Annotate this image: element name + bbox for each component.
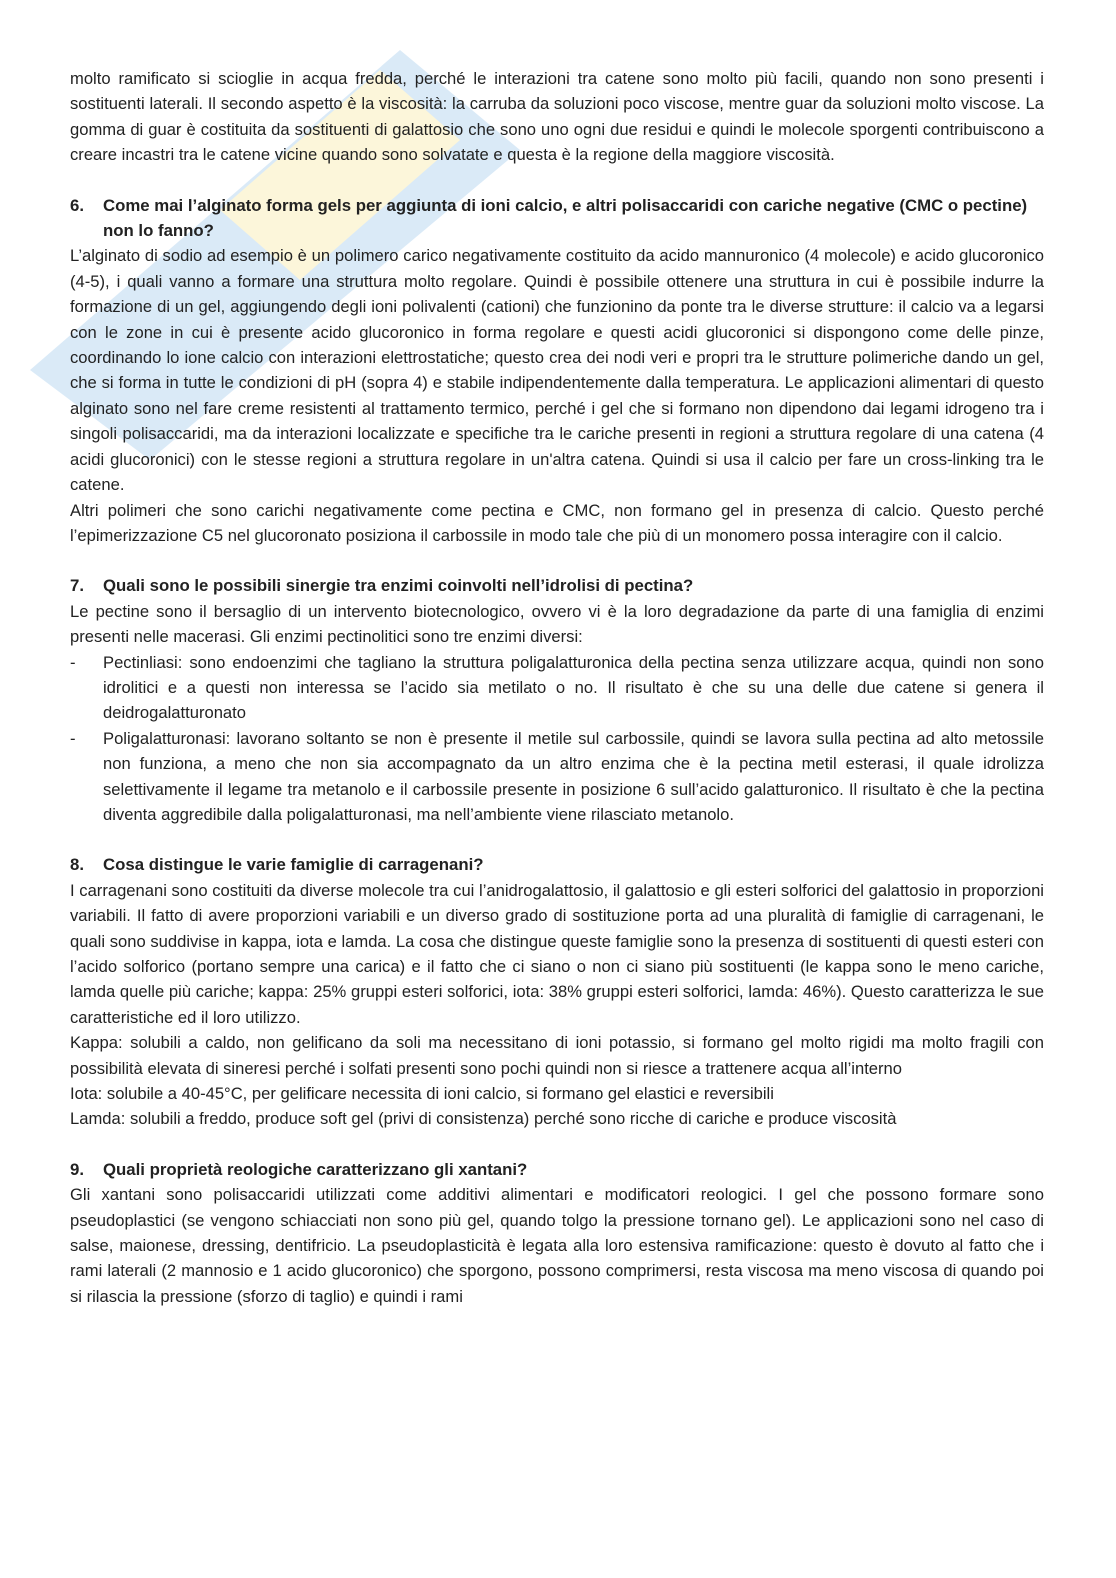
enzyme-list xyxy=(70,650,1044,828)
question-number: 6. xyxy=(70,195,84,215)
question-title: Come mai l’alginato forma gels per aggiunta di ioni calcio, e altri polisaccaridi con cariche negative (CMC o pectine) non lo fanno? xyxy=(103,195,1028,241)
intro-paragraph: molto ramificato si scioglie in acqua fredda, perché le interazioni tra catene sono molto più facili, quando non sono presenti i sostituenti laterali. Il secondo aspetto è la viscosità: la carruba da soluzioni poco viscose, mentre guar da soluzioni molto viscose. La gomma di guar è costituita da sostituenti di galattosio che sono uno ogni due residui e quindi le molecole sporgenti contribuiscono a creare incastri tra le catene vicine quando sono solvatate e questa è la regione della maggiore viscosità. xyxy=(70,69,1044,165)
q7-paragraph-1: Le pectine sono il bersaglio di un intervento biotecnologico, ovvero vi è la loro degradazione da parte di una famiglia di enzimi presenti nelle macerasi. Gli enzimi pectinolitici sono tre enzimi diversi: xyxy=(70,601,1044,647)
bullet-dash: - xyxy=(70,728,76,748)
list-item-text: Poligalatturonasi: lavorano soltanto se non è presente il metile sul carbossile, quindi se lavora sulla pectina ad alto metossile non funziona, a meno che non sia accompagnato da un altro enzima che è la pectina metil esterasi, il quale idrolizza selettivamente il legame tra metanolo e il carbossile presente in posizione 6 sull’acido galatturonico. Il risultato è che la pectina diventa aggredibile dalla poligalatturonasi, ma nell’ambiente viene rilasciato metanolo. xyxy=(103,728,1044,824)
q6-paragraph-2: Altri polimeri che sono carichi negativamente come pectina e CMC, non formano gel in presenza di calcio. Questo perché l’epimerizzazione C5 nel glucoronato posiziona il carbossile in modo tale che più di un monomero possa interagire con il calcio. xyxy=(70,500,1044,545)
q8-paragraph-kappa: Kappa: solubili a caldo, non gelificano da soli ma necessitano di ioni potassio, si formano gel molto rigidi ma molto fragili con possibilità elevata di sineresi perché i solfati presenti sono pochi quindi non si riesce a trattenere acqua all’interno xyxy=(70,1033,1044,1078)
document-page xyxy=(70,66,1044,1309)
q8-paragraph-lamda: Lamda: solubili a freddo, produce soft gel (privi di consistenza) perché sono ricche di cariche e produce viscosità xyxy=(70,1109,897,1129)
question-8-heading xyxy=(70,852,1044,877)
question-number: 8. xyxy=(70,855,84,875)
question-number: 9. xyxy=(70,1159,84,1179)
question-7-heading xyxy=(70,573,1044,598)
list-item xyxy=(70,650,1044,726)
q9-paragraph-1: Gli xantani sono polisaccaridi utilizzati come additivi alimentari e modificatori reologici. I gel che possono formare sono pseudoplastici (se vengono schiacciati non sono più gel, quando tolgo la pressione tornano gel). Le applicazioni sono nel caso di salse, maionese, dressing, dentifricio. La pseudoplasticità è legata alla loro estensiva ramificazione: questo è dovuto al fatto che i rami laterali (2 mannosio e 1 acido glucoronico) che sporgono, possono comprimersi, resta viscosa ma meno viscosa di quando poi si rilascia la pressione (sforzo di taglio) e quindi i rami xyxy=(70,1185,1044,1306)
question-title: Quali sono le possibili sinergie tra enzimi coinvolti nell’idrolisi di pectina? xyxy=(103,576,694,596)
list-item-text: Pectinliasi: sono endoenzimi che tagliano la struttura poligalatturonica della pectina senza utilizzare acqua, quindi non sono idrolitici e a questi non interessa se l’acido sia metilato o no. Il risultato è che su una delle due catene si genera il deidrogalatturonato xyxy=(103,652,1044,723)
list-item xyxy=(70,726,1044,828)
question-title: Cosa distingue le varie famiglie di carragenani? xyxy=(103,855,484,875)
q8-paragraph-iota: Iota: solubile a 40-45°C, per gelificare necessita di ioni calcio, si formano gel elastici e reversibili xyxy=(70,1084,774,1104)
q6-paragraph-1: L’alginato di sodio ad esempio è un polimero carico negativamente costituito da acido mannuronico (4 molecole) e acido glucoronico (4-5), i quali vanno a formare una struttura molto regolare. Quindi è possibile ottenere una struttura in cui è possibile indurre la formazione di un gel, aggiungendo degli ioni polivalenti (cationi) che funzionino da ponte tra le diverse strutture: il calcio va a legarsi con le zone in cui è presente acido glucoronico in forma regolare e questi acidi glucoronici si dispongono come delle pinze, coordinando lo ione calcio con interazioni elettrostatiche; questo crea dei nodi veri e propri tra le strutture polimeriche dando un gel, che si forma in tutte le condizioni di pH (sopra 4) e stabile indipendentemente dalla temperatura. Le applicazioni alimentari di questo alginato sono nel fare creme resistenti al trattamento termico, perché i gel che si formano non dipendono dai legami idrogeno tra i singoli polisaccaridi, ma da interazioni localizzate e specifiche tra le cariche presenti in regioni a struttura regolare di una catena (4 acidi glucoronici) con le stesse regioni a struttura regolare in un'altra catena. Quindi si usa il calcio per fare un cross-linking tra le catene. xyxy=(70,246,1044,495)
q8-paragraph-1: I carragenani sono costituiti da diverse molecole tra cui l’anidrogalattosio, il galattosio e gli esteri solforici del galattosio in proporzioni variabili. Il fatto di avere proporzioni variabili e un diverso grado di sostituzione porta ad una pluralità di famiglie di carragenani, le quali sono suddivise in kappa, iota e lamda. La cosa che distingue queste famiglie sono la presenza di sostituenti di questi esteri con l’acido solforico (portano sempre una carica) e il fatto che ci siano o non ci siano più sostituenti (le kappa sono le meno cariche, lamda quelle più cariche; kappa: 25% gruppi esteri solforici, iota: 38% gruppi esteri solforici, lamda: 46%). Questo caratterizza le sue caratteristiche ed il loro utilizzo. xyxy=(70,880,1044,1027)
question-9-heading xyxy=(70,1157,1044,1182)
question-title: Quali proprietà reologiche caratterizzano gli xantani? xyxy=(103,1159,528,1179)
bullet-dash: - xyxy=(70,652,76,672)
question-number: 7. xyxy=(70,576,84,596)
question-6-heading xyxy=(70,193,1044,244)
